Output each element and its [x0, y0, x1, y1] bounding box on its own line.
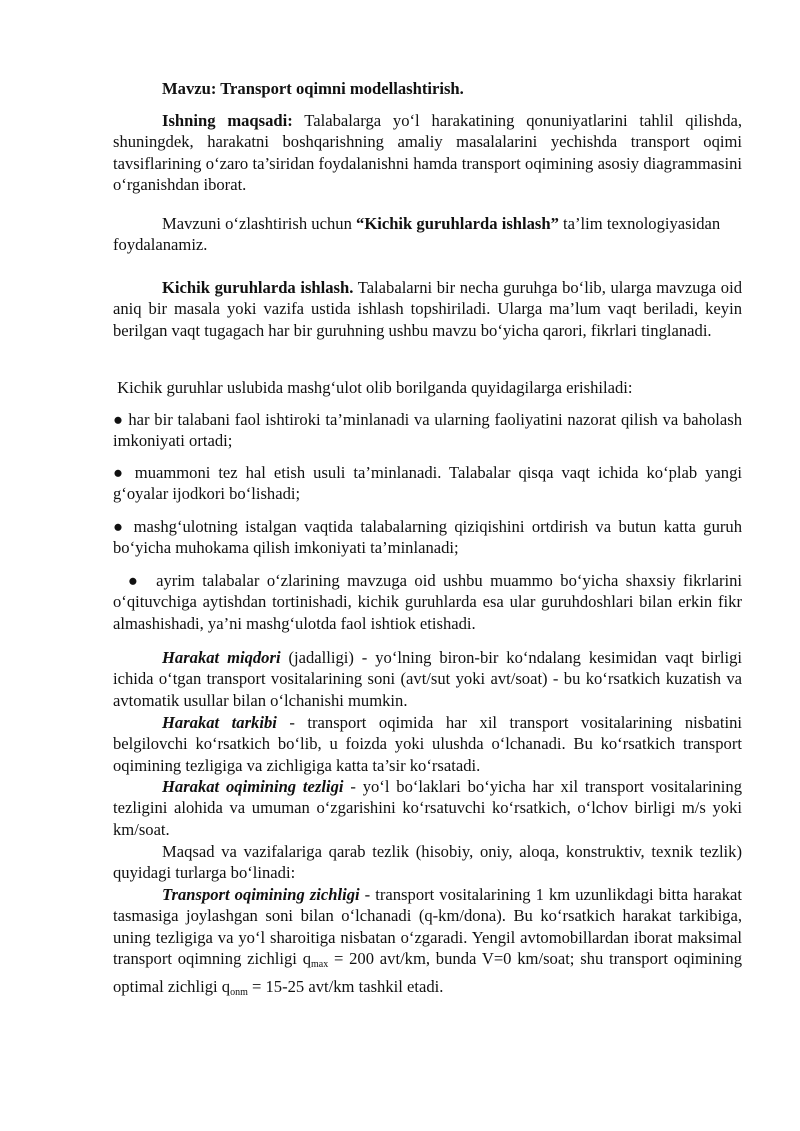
method-paragraph: [113, 213, 742, 256]
subscript-onm: onm: [230, 986, 248, 998]
method-before: Mavzuni o‘zlashtirish uchun: [162, 214, 357, 233]
small-groups-label: Kichik guruhlarda ishlash.: [162, 278, 354, 297]
topic-heading: Mavzu: Transport oqimni modellashtirish.: [162, 79, 464, 98]
method-technology: “Kichik guruhlarda ishlash”: [356, 214, 559, 233]
goal-paragraph: [113, 110, 742, 196]
goal-label: Ishning maqsadi:: [162, 111, 293, 130]
definition-term: Harakat oqimining tezligi: [162, 777, 344, 796]
definition-term: Transport oqimining zichligi: [162, 885, 360, 904]
speed-types-paragraph: Maqsad va vazifalariga qarab tezlik (hisobiy, oniy, aloqa, konstruktiv, texnik tezlik) quyidagi turlarga bo‘linadi:: [113, 842, 742, 883]
definition-speed: [113, 776, 742, 840]
small-groups-paragraph: [113, 277, 742, 341]
goal-text: Talabalarga yo‘l harakatining qonuniyatlarini tahlil qilishda, shuningdek, harakatni boshqarishning amaliy masalalarini yechishda transport oqimi tavsiflarining o‘zaro ta’siridan foydalanishni hamda transport oqimining asosiy diagrammasini o‘rganishdan iborat.: [113, 111, 742, 195]
definition-term: Harakat tarkibi: [162, 713, 277, 732]
bullet-item: ● har bir talabani faol ishtiroki ta’minlanadi va ularning faoliyatini nazorat qilish va baholash imkoniyati ortadi;: [113, 410, 742, 451]
definition-density: [113, 884, 742, 1003]
definition-term: Harakat miqdori: [162, 648, 281, 667]
definition-composition: [113, 712, 742, 776]
bullet-item: ● ayrim talabalar o‘zlarining mavzuga oid ushbu muammo bo‘yicha shaxsiy fikrlarini o‘qituvchiga aytishdan tortinishadi, kichik guruhlarda esa ular guruhdoshlari bilan erkin fikr almashishadi, ya’ni mashg‘ulotda faol ishtiok etishadi.: [113, 571, 747, 633]
definition-text: (jadalligi) - yo‘lning biron-bir ko‘ndalang kesimidan vaqt birligi ichida o‘tgan transport vositalarining soni (avt/sut yoki avt/soat) - bu ko‘rsatkich kuzatish va avtomatik usullar bilan o‘lchanishi mumkin.: [113, 648, 742, 710]
definition-text: = 200 avt/km, bunda V=0 km/soat; shu transport oqimining optimal zichligi q: [113, 949, 743, 996]
small-groups-text: Talabalarni bir necha guruhga bo‘lib, ularga mavzuga oid aniq bir masala yoki vazifa ustida ishlash topshiriladi. Ularga ma’lum vaqt beriladi, keyin berilgan vaqt tugagach har bir guruhning ushbu mavzu bo‘yicha qarori, fikrlari tinglanadi.: [113, 278, 742, 340]
intro-line: Kichik guruhlar uslubida mashg‘ulot olib borilganda quyidagilarga erishiladi:: [113, 378, 633, 397]
method-after: ta’lim texnologiyasidan foydalanamiz.: [113, 214, 721, 255]
bullet-item: ● mashg‘ulotning istalgan vaqtida talabalarning qiziqishini ortdirish va butun katta guruh bo‘yicha muhokama qilish imkoniyati ta’minlanadi;: [113, 517, 742, 558]
definition-text: - transport vositalarining 1 km uzunlikdagi bitta harakat tasmasiga joylashgan soni bilan o‘lchanadi (q-km/dona). Bu ko‘rsatkich harakat tarkibiga, uning tezligiga va yo‘l sharoitiga nisbatan o‘zgaradi. Yengil avtomobillardan iborat maksimal transport oqimning zichligi q: [113, 885, 742, 969]
subscript-max: max: [311, 959, 329, 971]
definition-text: = 15-25 avt/km tashkil etadi.: [247, 976, 444, 996]
definition-volume: [113, 647, 742, 711]
definition-text: - yo‘l bo‘laklari bo‘yicha har xil transport vositalarining tezligini alohida va umuman o‘zgarishini ko‘rsatuvchi ko‘rsatkich, o‘lchov birligi m/s yoki km/soat.: [113, 777, 742, 839]
definition-text: - transport oqimida har xil transport vositalarining nisbatini belgilovchi ko‘rsatkich bo‘lib, u foizda yoki ulushda o‘lchanadi. Bu ko‘rsatkich transport oqimining tezligiga va zichligiga katta ta’sir ko‘rsatadi.: [113, 713, 742, 775]
bullet-item: ● muammoni tez hal etish usuli ta’minlanadi. Talabalar qisqa vaqt ichida ko‘plab yangi g‘oyalar ijodkori bo‘lishadi;: [113, 463, 742, 504]
